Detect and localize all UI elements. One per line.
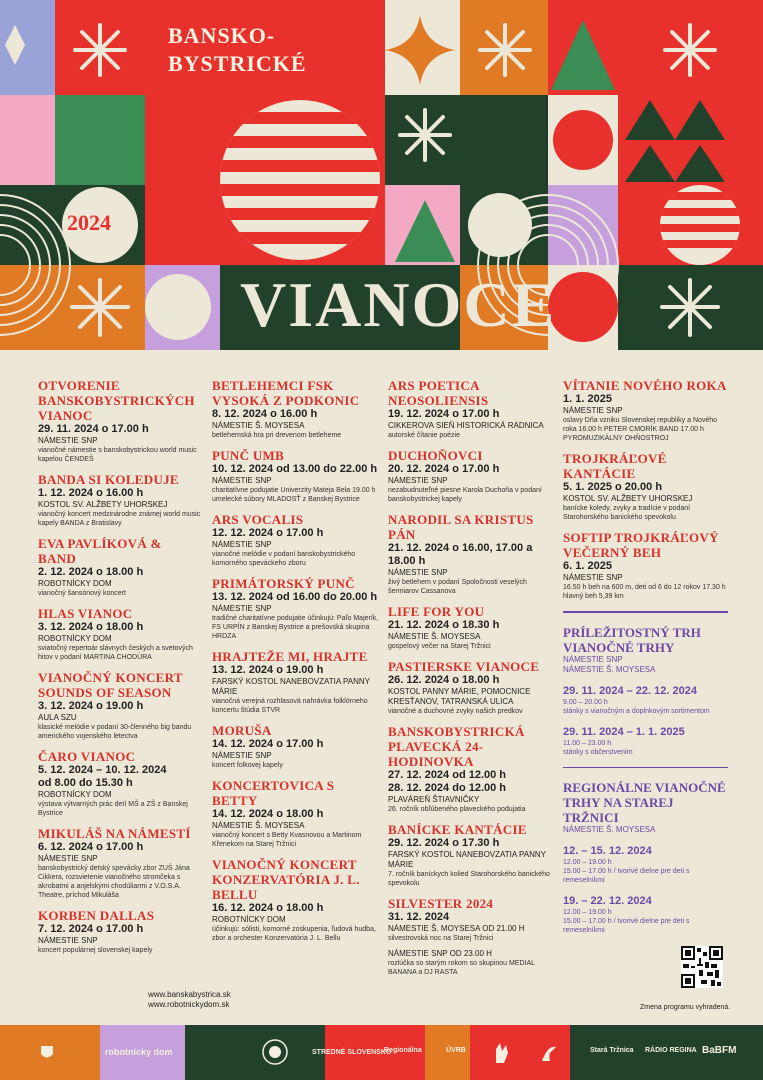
- market-date-row: [563, 685, 728, 716]
- event-title: ARS VOCALIS: [212, 512, 304, 527]
- event-place: NÁMESTIE SNP: [38, 936, 98, 945]
- event-description: nezabudnuteľné piesne Karola Duchoňa v podaní banskobystrickej kapely: [388, 487, 542, 503]
- event-date: 16. 12. 2024 o 18.00 h: [212, 902, 324, 914]
- event-date: 14. 12. 2024 o 17.00 h: [212, 738, 324, 750]
- event-title: EVA PAVLÍKOVÁ & BAND: [38, 536, 162, 566]
- market-date-row: [563, 895, 728, 935]
- snowflake-icon: [480, 25, 530, 75]
- year-right: 2024: [560, 295, 600, 317]
- event-item: [563, 530, 728, 601]
- event-date: 6. 12. 2024 o 17.00 h: [38, 841, 144, 853]
- market-hours: 9.00 – 20.00 h: [563, 698, 608, 706]
- logo-regionalna: Regionálna: [384, 1047, 422, 1054]
- event-item: [388, 822, 558, 888]
- market-info: 15.00 – 17.00 h / tvorivé dielne pre deti s remeselníkmi: [563, 868, 690, 884]
- event-title: PRIMÁTORSKÝ PUNČ: [212, 576, 355, 591]
- event-date: 5. 1. 2025 o 20.00 h: [563, 481, 663, 493]
- header-title-line2: BYSTRICKÉ: [168, 51, 307, 76]
- event-description: živý betlehem v podaní Spoločnosti veselých šermiarov Cassanova: [388, 579, 527, 595]
- event-title: KORBEN DALLAS: [38, 908, 155, 923]
- striped-circle-icon: [660, 185, 740, 265]
- market-info: 15.00 – 17.00 h / tvorivé dielne pre deti s remeselníkmi: [563, 918, 690, 934]
- logo-stredne-slovensko: STREDNÉ SLOVENSKO: [312, 1049, 392, 1056]
- event-title: SILVESTER 2024: [388, 896, 494, 911]
- event-place: PLAVÁREŇ ŠTIAVNIČKY: [388, 795, 480, 804]
- event-date: 3. 12. 2024 o 18.00 h: [38, 621, 144, 633]
- market-date-row: [563, 726, 728, 757]
- event-title: LIFE FOR YOU: [388, 604, 485, 619]
- program-column-4: [563, 378, 728, 935]
- event-place: KOSTOL PANNY MÁRIE, POMOCNICE KRESŤANOV, TATRANSKÁ ULICA: [388, 687, 531, 706]
- tree-icon: [625, 145, 675, 182]
- market-regional: [563, 780, 728, 935]
- event-title: KONCERTOVICA S BETTY: [212, 778, 335, 808]
- logo-babfm: BaBFM: [702, 1045, 737, 1056]
- event-item: [212, 649, 382, 715]
- event-item: [38, 670, 203, 741]
- event-item: [388, 604, 558, 651]
- logo-uvrb: ÚVRB: [446, 1047, 466, 1054]
- event-title: ARS POETICA NEOSOLIENSIS: [388, 378, 489, 408]
- event-date: 14. 12. 2024 o 18.00 h: [212, 808, 324, 820]
- market-hours: 12.00 – 19.00 h: [563, 859, 612, 866]
- event-place: NÁMESTIE SNP: [212, 540, 272, 549]
- event-item: [38, 826, 203, 900]
- market-date-row: [563, 845, 728, 885]
- event-date-2: od 8.00 do 15.30 h: [38, 777, 133, 789]
- event-title: NARODIL SA KRISTUS PÁN: [388, 512, 534, 542]
- market-hours: 11.00 – 23.00 h: [563, 739, 612, 747]
- poster-header: [0, 0, 763, 350]
- market-place: NÁMESTIE SNP: [563, 654, 623, 664]
- event-date: 12. 12. 2024 o 17.00 h: [212, 527, 324, 539]
- event-item: [212, 857, 382, 943]
- event-place: NÁMESTIE SNP: [212, 751, 272, 760]
- market-christmas: [563, 625, 728, 757]
- event-title: VIANOČNÝ KONCERT KONZERVATÓRIA J. L. BELLU: [212, 857, 360, 902]
- event-date-2: 28. 12. 2024 do 12.00 h: [388, 782, 507, 794]
- event-item: [38, 378, 203, 464]
- event-title: OTVORENIE BANSKOBYSTRICKÝCH VIANOC: [38, 378, 195, 423]
- snowflake-icon: [75, 25, 125, 75]
- logo-robotnicky-dom: robotnícky dom: [105, 1047, 173, 1057]
- website-links: [148, 990, 231, 1010]
- event-description: vianočný koncert s Betty Kvasnovou a Martinom Křenekom na Starej Tržnici: [212, 832, 362, 848]
- link-banskabystrica[interactable]: www.banskabystrica.sk: [148, 990, 231, 999]
- event-date: 21. 12. 2024 o 18.30 h: [388, 619, 500, 631]
- event-description: silvestrovská noc na Starej Tržnici: [388, 935, 494, 942]
- divider: [563, 611, 728, 613]
- event-date: 19. 12. 2024 o 17.00 h: [388, 408, 500, 420]
- event-item: [212, 448, 382, 504]
- event-item: [388, 378, 558, 440]
- event-place: KOSTOL SV. ALŽBETY UHORSKEJ: [563, 494, 693, 503]
- event-title: TROJKRÁĽOVÉ KANTÁCIE: [563, 451, 667, 481]
- program-column-4-events: [563, 378, 728, 601]
- program-column-1: [38, 378, 203, 963]
- event-description: výstava výtvarných prác detí MŠ a ZŠ z Banskej Bystrice: [38, 801, 188, 817]
- event-place: ROBOTNÍCKY DOM: [38, 790, 112, 799]
- market-date: 19. – 22. 12. 2024: [563, 895, 652, 907]
- qr-code-icon[interactable]: [681, 946, 723, 988]
- event-place: CIKKEROVA SIEŇ HISTORICKÁ RADNICA: [388, 421, 544, 430]
- event-date: 13. 12. 2024 o 19.00 h: [212, 664, 324, 676]
- event-description: vianočné a duchovné zvyky našich predkov: [388, 708, 523, 715]
- event-place: ROBOTNÍCKY DOM: [212, 915, 286, 924]
- event-description: vianočná verejná rozhlasová nahrávka folklórneho koncertu štúdia STVR: [212, 698, 368, 714]
- program: [0, 350, 763, 1025]
- footer-tile: [185, 1025, 325, 1080]
- seal-icon: [262, 1039, 288, 1067]
- event-description: betlehemská hra pri drevenom betleheme: [212, 432, 342, 439]
- event-title: HLAS VIANOC: [38, 606, 133, 621]
- striped-circle-icon: [220, 100, 380, 260]
- event-date: 10. 12. 2024 od 13.00 do 22.00 h: [212, 463, 378, 475]
- event-item: [388, 448, 558, 504]
- circle-shape: [145, 274, 211, 340]
- market-place: NÁMESTIE Š. MOYSESA: [563, 825, 656, 834]
- market-place: NÁMESTIE Š. MOYSESA: [563, 664, 656, 674]
- event-item: [38, 749, 203, 818]
- event-title: DUCHOŇOVCI: [388, 448, 483, 463]
- tree-icon: [675, 100, 725, 140]
- header-title: [168, 22, 307, 78]
- event-description: vianočné melódie v podaní banskobystrického komorného speváckeho zboru: [212, 551, 356, 567]
- star-icon: [385, 15, 455, 85]
- event-item: [563, 378, 728, 443]
- divider: [563, 767, 728, 769]
- event-place: NÁMESTIE SNP: [212, 604, 272, 613]
- city-crest-icon: [40, 1045, 54, 1063]
- event-title: PASTIERSKE VIANOCE: [388, 659, 540, 674]
- market-info: stánky s občerstvením: [563, 748, 633, 756]
- event-item: [38, 536, 203, 598]
- event-place-2: NÁMESTIE SNP OD 23.00 H: [388, 949, 492, 958]
- event-item: [388, 896, 558, 977]
- event-date: 26. 12. 2024 o 18.00 h: [388, 674, 500, 686]
- event-description: gospelový večer na Starej Tržnici: [388, 643, 491, 650]
- year-left: 2024: [67, 210, 111, 235]
- event-date: 31. 12. 2024: [388, 911, 450, 923]
- event-title: PUNČ UMB: [212, 448, 285, 463]
- event-item: [212, 576, 382, 641]
- event-place: AULA SZU: [38, 713, 77, 722]
- star-icon: [5, 25, 25, 65]
- event-description: koncert populárnej slovenskej kapely: [38, 947, 153, 954]
- event-title: MIKULÁŠ NA NÁMESTÍ: [38, 826, 191, 841]
- event-place: ROBOTNÍCKY DOM: [38, 579, 112, 588]
- event-description: banskobystrický detský spevácky zbor ZUŠ Jána Cikkera, rozsvietenie vianočného stromčeka s akrobatmi a anjelskými chodúliarmi z V.O.S.A. Theatre, príchod Mikuláša: [38, 865, 190, 899]
- event-description: koncert folkovej kapely: [212, 762, 283, 769]
- tree-icon: [395, 200, 455, 262]
- event-description: 16.50 h beh na 600 m, deti od 6 do 12 rokov 17.30 h hlavný beh 5,39 km: [563, 584, 726, 600]
- event-date: 8. 12. 2024 o 16.00 h: [212, 408, 318, 420]
- event-place: NÁMESTIE Š. MOYSESA: [212, 821, 305, 830]
- market-title: PRÍLEŽITOSTNÝ TRH VIANOČNÉ TRHY: [563, 624, 701, 655]
- event-description-2: rozlúčka so starým rokom so skupinou MEDIAL BANANA a DJ RASTA: [388, 960, 535, 976]
- snowflake-icon: [72, 280, 128, 335]
- event-place: FARSKÝ KOSTOL NANEBOVZATIA PANNY MÁRIE: [212, 677, 370, 696]
- event-title: SOFTIP TROJKRÁĽOVÝ VEČERNÝ BEH: [563, 530, 719, 560]
- event-description: 7. ročník baníckych kolied Starohorského banického spevokolu: [388, 871, 550, 887]
- event-title: VÍTANIE NOVÉHO ROKA: [563, 378, 727, 393]
- event-item: [388, 724, 558, 814]
- event-description: tradičné charitatívne podujatie účinkujú: Paľo Majerík, FS URPÍN z Banskej Bystrice a prešovská skupina HRDZA: [212, 615, 379, 640]
- vinyl-icon: [0, 195, 70, 335]
- market-info: stánky s vianočným a doplnkovým sortimentom: [563, 707, 710, 715]
- event-place: NÁMESTIE SNP: [38, 854, 98, 863]
- market-date: 12. – 15. 12. 2024: [563, 845, 652, 857]
- event-date: 7. 12. 2024 o 17.00 h: [38, 923, 144, 935]
- snowflake-icon: [665, 25, 715, 75]
- event-place: NÁMESTIE Š. MOYSESA: [212, 421, 305, 430]
- snowflake-icon: [400, 110, 450, 160]
- swan-icon: [538, 1041, 560, 1067]
- event-date: 20. 12. 2024 o 17.00 h: [388, 463, 500, 475]
- main-title: VIANOCE: [240, 269, 557, 340]
- tree-icon: [60, 100, 140, 180]
- event-date: 5. 12. 2024 – 10. 12. 2024: [38, 764, 167, 776]
- link-robotnickydom[interactable]: www.robotnickydom.sk: [148, 1000, 230, 1009]
- event-item: [212, 512, 382, 568]
- event-date: 21. 12. 2024 o 16.00, 17.00 a 18.00 h: [388, 542, 533, 567]
- event-item: [38, 606, 203, 662]
- event-place: ROBOTNÍCKY DOM: [38, 634, 112, 643]
- event-description: vianočný koncert medzinárodne známej world music kapely BANDA z Bratislavy: [38, 511, 201, 527]
- circle-shape: [468, 193, 532, 257]
- event-item: [388, 659, 558, 716]
- event-description: autorské čítanie poézie: [388, 432, 460, 439]
- market-title: REGIONÁLNE VIANOČNÉ TRHY NA STAREJ TRŽNICI: [563, 780, 726, 825]
- event-title: BANÍCKE KANTÁCIE: [388, 822, 527, 837]
- event-place: NÁMESTIE SNP: [38, 436, 98, 445]
- program-column-2: [212, 378, 382, 951]
- snowflake-icon: [662, 280, 718, 335]
- event-item: [212, 723, 382, 770]
- event-description: banícke koledy, zvyky a tradície v podaní Starohorského banického spevokolu: [563, 505, 691, 521]
- event-description: účinkujú: sólisti, komorné zoskupenia, ľudová hudba, zbor a orchester Konzervatória J. L. Bellu: [212, 926, 376, 942]
- event-description: klasické melódie v podaní 30-členného big bandu amerického vojenského letectva: [38, 724, 192, 740]
- event-description: vianočné námestie s banskobystrickou world music kapelou ČENDEŠ: [38, 447, 197, 463]
- event-description: 26. ročník obľúbeného plaveckého podujatia: [388, 806, 526, 813]
- tree-icon: [551, 20, 615, 90]
- logo-radio-regina: RÁDIO REGINA: [645, 1047, 697, 1054]
- event-item: [563, 451, 728, 522]
- event-date: 3. 12. 2024 o 19.00 h: [38, 700, 144, 712]
- logo-stara-trznica: Stará Tržnica: [590, 1047, 634, 1054]
- event-item: [212, 378, 382, 440]
- event-date: 29. 12. 2024 o 17.30 h: [388, 837, 500, 849]
- header-title-line1: BANSKO-: [168, 23, 276, 48]
- program-change-note: Zmena programu vyhradená.: [640, 1004, 731, 1011]
- event-place: FARSKÝ KOSTOL NANEBOVZATIA PANNY MÁRIE: [388, 850, 546, 869]
- event-date: 29. 11. 2024 o 17.00 h: [38, 423, 149, 435]
- event-place: NÁMESTIE SNP: [563, 573, 623, 582]
- event-place: NÁMESTIE SNP: [563, 406, 623, 415]
- event-item: [388, 512, 558, 596]
- event-description: oslavy Dňa vzniku Slovenskej republiky a Nového roka 16.00 h PETER CMORÍK BAND 17.00 h PYROMUZIKÁLNY OHŇOSTROJ: [563, 417, 718, 442]
- circle-shape: [553, 110, 613, 170]
- event-title: BANDA SI KOLEDUJE: [38, 472, 179, 487]
- event-title: BANSKOBYSTRICKÁ PLAVECKÁ 24-HODINOVKA: [388, 724, 525, 769]
- event-title: HRAJTEŽE MI, HRAJTE: [212, 649, 368, 664]
- tree-icon: [625, 100, 675, 140]
- market-date: 29. 11. 2024 – 22. 12. 2024: [563, 684, 697, 697]
- event-item: [212, 778, 382, 849]
- event-description: vianočný šansónový koncert: [38, 590, 126, 597]
- event-title: MORUŠA: [212, 723, 272, 738]
- footer-sponsors: [0, 1025, 763, 1080]
- event-date: 27. 12. 2024 od 12.00 h: [388, 769, 507, 781]
- event-title: ČARO VIANOC: [38, 749, 136, 764]
- event-place: NÁMESTIE SNP: [212, 476, 272, 485]
- event-date: 6. 1. 2025: [563, 560, 612, 572]
- event-item: [38, 472, 203, 528]
- event-date: 1. 12. 2024 o 16.00 h: [38, 487, 144, 499]
- event-description: sviatočný repertoár slávnych českých a svetových hitov v podaní MARTINA CHODÚRA: [38, 645, 193, 661]
- event-description: charitatívne podujatie Univerzity Mateja Bela 19.00 h umelecké súbory MLADOSŤ z Banskej Bystrice: [212, 487, 376, 503]
- event-date: 2. 12. 2024 o 18.00 h: [38, 566, 144, 578]
- event-place: KOSTOL SV. ALŽBETY UHORSKEJ: [38, 500, 168, 509]
- event-place: NÁMESTIE SNP: [388, 568, 448, 577]
- market-date: 29. 11. 2024 – 1. 1. 2025: [563, 725, 685, 738]
- tree-icon: [675, 145, 725, 182]
- market-hours: 12.00 – 19.00 h: [563, 909, 612, 916]
- event-date: 1. 1. 2025: [563, 393, 612, 405]
- event-place: NÁMESTIE SNP: [388, 476, 448, 485]
- event-title: BETLEHEMCI FSK VYSOKÁ Z PODKONIC: [212, 378, 360, 408]
- event-item: [38, 908, 203, 955]
- event-place: NÁMESTIE Š. MOYSESA: [388, 632, 481, 641]
- program-column-3: [388, 378, 558, 985]
- hand-icon: [492, 1041, 512, 1067]
- event-title: VIANOČNÝ KONCERT SOUNDS OF SEASON: [38, 670, 183, 700]
- event-date: 13. 12. 2024 od 16.00 do 20.00 h: [212, 591, 378, 603]
- event-place: NÁMESTIE Š. MOYSESA OD 21.00 H: [388, 924, 525, 933]
